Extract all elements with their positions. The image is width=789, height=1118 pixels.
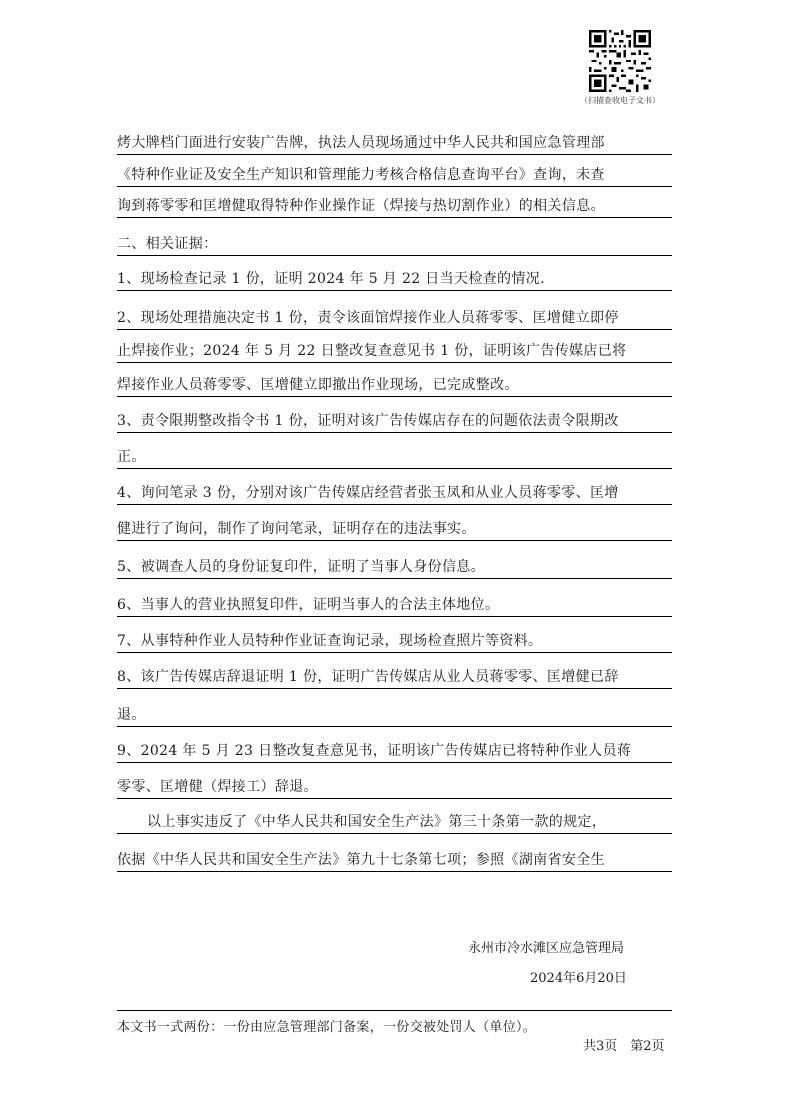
body-line-text: 8、该广告传媒店辞退证明 1 份，证明广告传媒店从业人员蒋零零、匡增健已辞 (117, 669, 619, 685)
body-line-text: 止焊接作业；2024 年 5 月 22 日整改复查意见书 1 份，证明该广告传媒店已将 (117, 343, 627, 359)
body-line (117, 588, 672, 617)
footer-note: 本文书一式两份：一份由应急管理部门备案，一份交被处罚人（单位）。 (117, 1020, 537, 1035)
body-line (117, 440, 672, 469)
body-line-text: 零零、匡增健（焊接工）辞退。 (117, 779, 318, 795)
body-line-text: 以上事实违反了《中华人民共和国安全生产法》第三十条第一款的规定， (147, 814, 607, 830)
qr-code-icon[interactable] (589, 30, 651, 92)
body-line-text: 烤大牌档门面进行安装广告牌，执法人员现场通过中华人民共和国应急管理部 (117, 135, 605, 151)
body-line (117, 476, 672, 505)
body-line (117, 404, 672, 433)
body-line-text: 依据《中华人民共和国安全生产法》第九十七条第七项；参照《湖南省安全生 (117, 852, 605, 868)
body-line-text: 询到蒋零零和匡增健取得特种作业操作证（焊接与热切割作业）的相关信息。 (117, 198, 605, 214)
qr-caption: （扫描查收电子文书） (580, 96, 660, 105)
issue-date: 2024年6月20日 (530, 971, 627, 986)
body-line-text: 7、从事特种作业人员特种作业证查询记录，现场检查照片等资料。 (117, 633, 543, 649)
body-line (117, 698, 672, 727)
issuer-name: 永州市冷水滩区应急管理局 (468, 941, 625, 956)
body-line (117, 624, 672, 653)
body-line (117, 660, 672, 689)
footer-divider (117, 1010, 672, 1011)
body-line-text: 4、询问笔录 3 份，分别对该广告传媒店经营者张玉凤和从业人员蒋零零、匡增 (117, 485, 619, 501)
body-line (117, 368, 672, 397)
body-line (117, 805, 672, 834)
body-line-text: 二、相关证据： (117, 236, 218, 252)
body-line-text: 6、当事人的营业执照复印件，证明当事人的合法主体地位。 (117, 597, 500, 613)
body-line-text: 正。 (117, 449, 146, 465)
body-line (117, 189, 672, 218)
body-line-text: 《特种作业证及安全生产知识和管理能力考核合格信息查询平台》查询，未查 (117, 167, 605, 183)
body-line-text: 健进行了询问，制作了询问笔录，证明存在的违法事实。 (117, 521, 476, 537)
body-line-text: 退。 (117, 707, 146, 723)
page-number: 共3页 第2页 (583, 1039, 665, 1054)
body-line-text: 9、2024 年 5 月 23 日整改复查意见书，证明该广告传媒店已将特种作业人员蒋 (117, 743, 632, 759)
body-line (117, 512, 672, 541)
body-line (117, 734, 672, 763)
body-line-text: 焊接作业人员蒋零零、匡增健立即撤出作业现场，已完成整改。 (117, 377, 519, 393)
body-line-text: 5、被调查人员的身份证复印件，证明了当事人身份信息。 (117, 559, 486, 575)
body-line-text: 2、现场处理措施决定书 1 份，责令该面馆焊接作业人员蒋零零、匡增健立即停 (117, 310, 619, 326)
body-line (117, 334, 672, 363)
body-line (117, 262, 672, 291)
body-line-text: 1、现场检查记录 1 份，证明 2024 年 5 月 22 日当天检查的情况. (117, 271, 545, 287)
body-line (117, 550, 672, 579)
body-line-text: 3、责令限期整改指令书 1 份，证明对该广告传媒店存在的问题依法责令限期改 (117, 413, 619, 429)
body-line (117, 301, 672, 330)
body-line (117, 227, 672, 256)
body-line (117, 126, 672, 155)
body-line (117, 770, 672, 799)
body-line (117, 158, 672, 187)
body-line (117, 843, 672, 872)
